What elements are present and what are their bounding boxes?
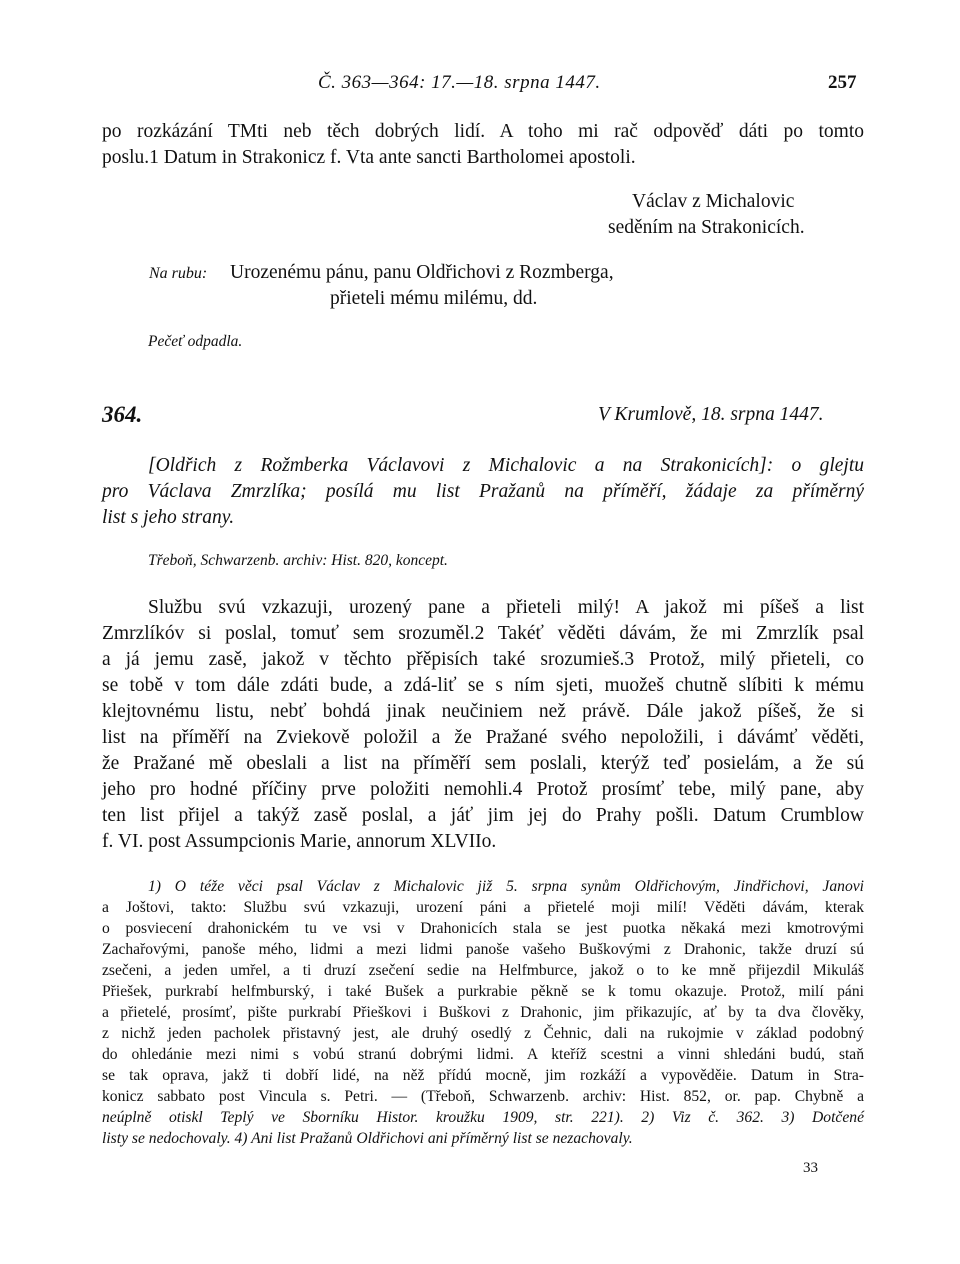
body-line-10: f. VI. post Assumpcionis Marie, annorum XLVIIo.: [102, 831, 497, 852]
body-line-2: Zmrzlíkóv si poslal, tomuť sem srozuměl.2 Takéť věděti dávám, že mi Zmrzlík psal: [102, 623, 864, 644]
body-line-4: se tobě v tom dále zdáti bude, a zdá-liť se s ním sjeti, muožeš chutně slíbiti k mému: [102, 675, 864, 696]
doc363-line-2: poslu.1 Datum in Strakonicz f. Vta ante sancti Bartholomei apostoli.: [102, 147, 636, 168]
footnote-line-13: listy se nedochovaly. 4) Ani list Pražanů Oldřichovi ani příměrný list se nezachovaly.: [102, 1130, 633, 1147]
footnote-line-11: konicz sabbato post Vincula s. Petri. — (Třeboň, Schwarzenb. archiv: Hist. 852, or. pap. Chybně a: [102, 1088, 864, 1105]
doc363-line-1: po rozkázání TMti neb těch dobrých lidí. A toho mi rač odpověď dáti po tomto: [102, 121, 864, 142]
regest-line-3: list s jeho strany.: [102, 507, 235, 528]
body-line-1: Službu svú vzkazuji, urozený pane a přieteli milý! A jakož mi píšeš a list: [148, 597, 864, 618]
page-number: 257: [828, 72, 857, 93]
signature-mark: 33: [803, 1160, 818, 1176]
footnote-line-9: do ohledánie mezi nimi s vobú stranú dobrými lidmi. A kteříž scestni a vinni shledáni budú, staň: [102, 1046, 864, 1063]
body-line-8: jeho pro hodné příčiny prve položiti nemohli.4 Protož prosímť tebe, milý pane, aby: [102, 779, 864, 800]
body-line-9: ten list přijel a takýž zasě poslal, a jáť jim jej do Prahy pošli. Datum Crumblow: [102, 805, 864, 826]
source-note: Třeboň, Schwarzenb. archiv: Hist. 820, koncept.: [148, 552, 448, 569]
body-line-6: list na příměří na Zviekově položil a že Pražané svého nepoložili, i dávámť věděti,: [102, 727, 864, 748]
footnote-line-5: zsečeni, a jeden umřel, a ti druzí zsečení sedie na Helfmburce, jakož o to ke mně přijezdil Mikuláš: [102, 962, 864, 979]
footnote-line-3: o posviecení drahonickém tu ve vsi v Drahonicích stala se jest puotka někaká mezi kmotrovými: [102, 920, 864, 937]
seal-note: Pečeť odpadla.: [148, 333, 243, 350]
footnote-line-6: Přiešek, purkrabí helfmburský, i také Bušek a purkrabie pěkně se k tomu okazuje. Protož, milí páni: [102, 983, 864, 1000]
address-line-2: přieteli mému milému, dd.: [330, 288, 538, 309]
body-line-3: a já jemu zasě, jakož v těchto přěpisích také srozumieš.3 Protož, milý přieteli, co: [102, 649, 864, 670]
footnote-line-12: neúplně otiskl Teplý ve Sborníku Histor. kroužku 1909, str. 221). 2) Viz č. 362. 3) Dotčené: [102, 1109, 864, 1126]
regest-line-2: pro Václava Zmrzlíka; posílá mu list Pražanů na příměří, žádaje za příměrný: [102, 481, 864, 502]
signature-place: seděním na Strakonicích.: [608, 217, 805, 238]
footnote-line-10: se tak oprava, jakž ti dobří lidé, na něž přídú mocně, jim rozkáží a vypověděie. Datum in Stra-: [102, 1067, 864, 1084]
address-line-1: Urozenému pánu, panu Oldřichovi z Rozmberga,: [230, 262, 614, 283]
document-number: 364.: [102, 402, 143, 427]
document-place-date: V Krumlově, 18. srpna 1447.: [598, 404, 824, 425]
footnote-line-7: a přietelé, prosímť, pište purkrabí Přieškovi i Buškovi z Drahonic, jim přikazujíc, ať by ta dva člověky,: [102, 1004, 864, 1021]
footnote-line-8: z nichž jeden pacholek přistavný jest, ale druhý osedlý z Čehnic, dali na rukojmie v základ podobný: [102, 1025, 864, 1042]
signature-name: Václav z Michalovic: [632, 191, 795, 212]
regest-line-1: [Oldřich z Rožmberka Václavovi z Michalovic a na Strakonicích]: o glejtu: [148, 455, 864, 476]
footnote-line-1: 1) O téže věci psal Václav z Michalovic již 5. srpna synům Oldřichovým, Jindřichovi, Janovi: [148, 878, 864, 895]
footnote-line-2: a Joštovi, takto: Službu svú vzkazuji, urození páni a přietelé moji milí! Věděti dávám, kterak: [102, 899, 864, 916]
footnote-line-4: Zachařovými, panoše mého, lidmi a mezi lidmi panoše vašeho Buškovými z Drahonic, takže druzí sú: [102, 941, 864, 958]
address-label: Na rubu:: [149, 265, 208, 282]
body-line-7: že Pražané mě obeslali a list na příměří sem poslali, kterýž teď posielám, a že sú: [102, 753, 864, 774]
running-title: Č. 363—364: 17.—18. srpna 1447.: [318, 72, 601, 93]
body-line-5: klejtovnému listu, nebť bohdá jinak neučiniem než právě. Dále jakož píšeš, že si: [102, 701, 864, 722]
